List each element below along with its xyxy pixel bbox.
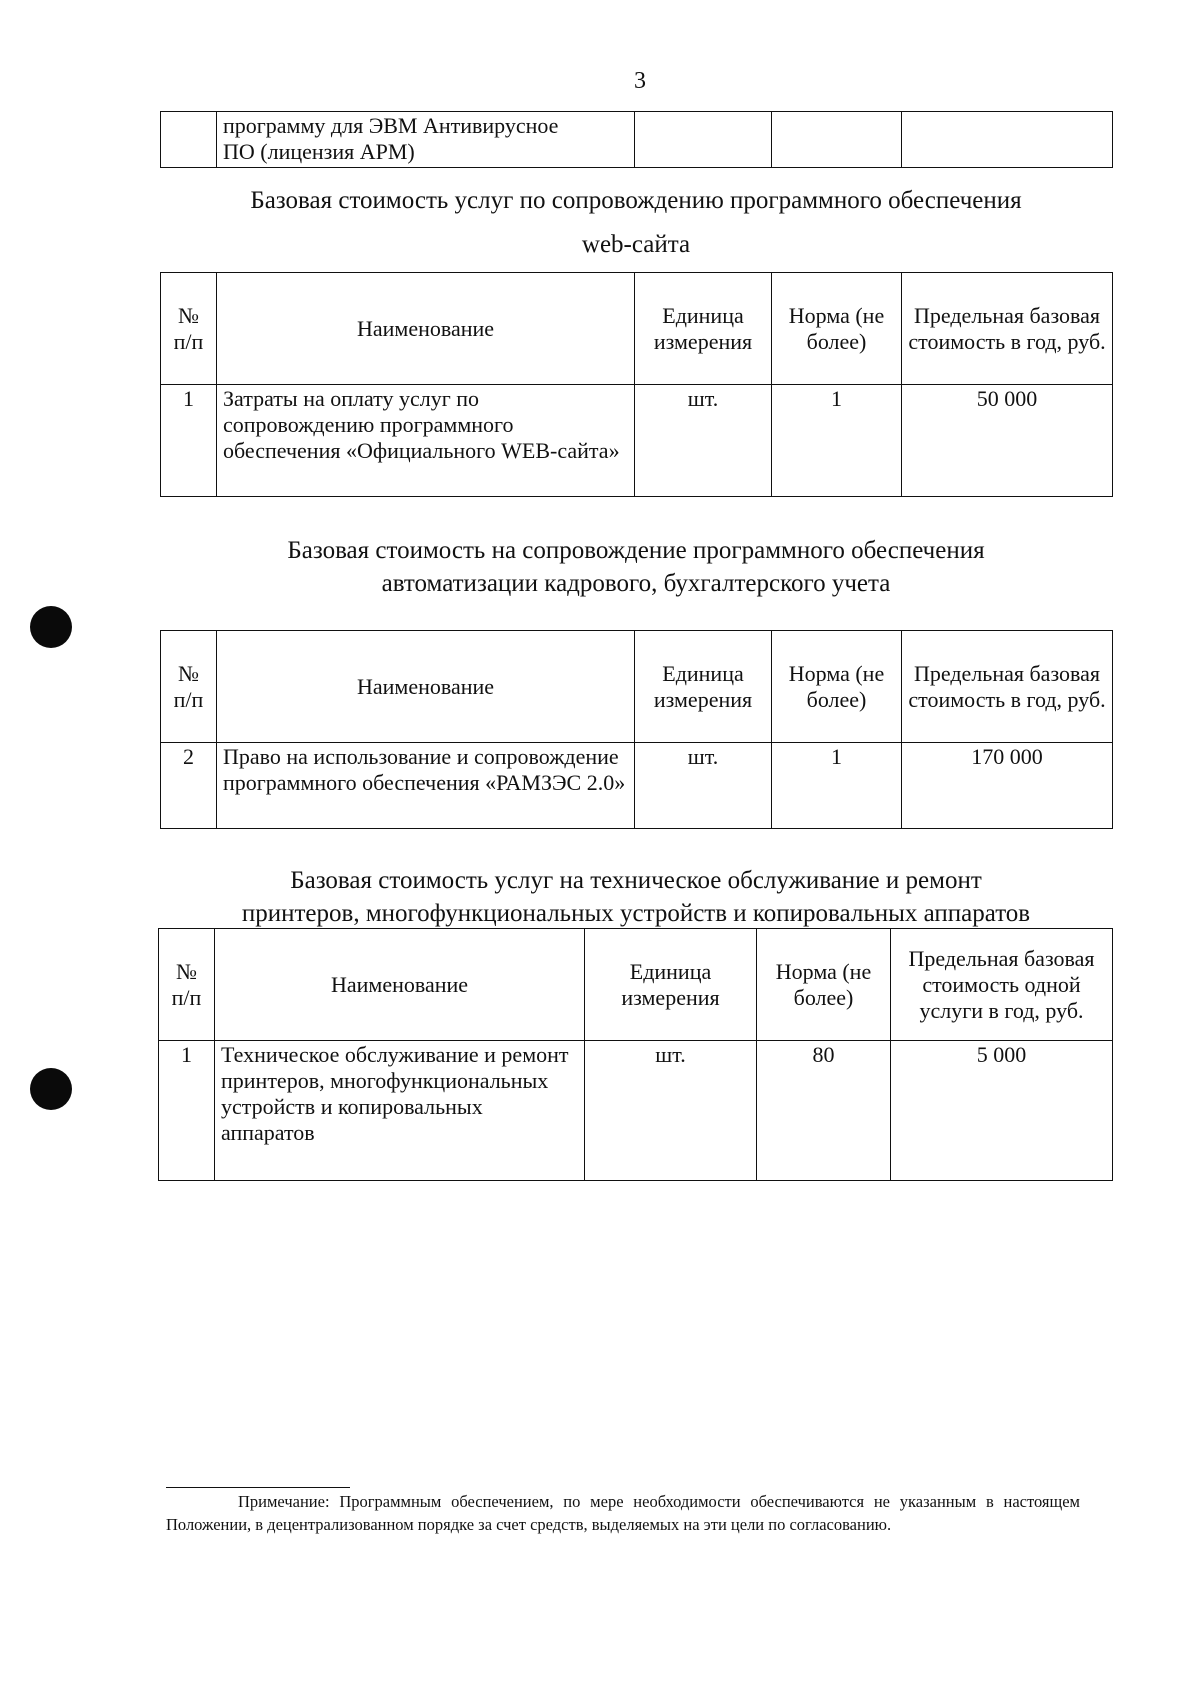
punch-hole — [30, 1068, 72, 1110]
header-unit: Единица измерения — [635, 273, 772, 385]
header-unit: Единица измерения — [635, 631, 772, 743]
cell-norm: 1 — [772, 385, 902, 497]
header-name: Наименование — [217, 631, 635, 743]
section-title-line: Базовая стоимость услуг по сопровождению программного обеспечения — [250, 187, 1022, 214]
table-row — [161, 112, 1113, 168]
cell-cost — [902, 112, 1113, 168]
header-row — [161, 631, 1113, 743]
cell-norm: 80 — [757, 1041, 891, 1181]
header-norm: Норма (не более) — [772, 273, 902, 385]
continuation-table — [160, 111, 1113, 168]
web-site-support-table — [160, 272, 1113, 497]
header-row — [161, 273, 1113, 385]
cell-num — [161, 112, 217, 168]
cell-num: 1 — [161, 385, 217, 497]
cell-name: Право на использование и сопровождение программного обеспечения «РАМЗЭС 2.0» — [217, 743, 635, 829]
section-title-line: принтеров, многофункциональных устройств и копировальных аппаратов — [241, 900, 1031, 927]
cell-num: 2 — [161, 743, 217, 829]
name-line: ПО (лицензия АРМ) — [223, 139, 415, 164]
section-title-line: web-сайта — [581, 231, 691, 258]
section-title — [0, 864, 1200, 930]
cell-name: Затраты на оплату услуг по сопровождению программного обеспечения «Официального WEB-сайта» — [217, 385, 635, 497]
header-norm: Норма (не более) — [757, 929, 891, 1041]
header-num: № п/п — [161, 273, 217, 385]
header-num: № п/п — [161, 631, 217, 743]
section-title-line: автоматизации кадрового, бухгалтерского учета — [381, 570, 891, 597]
header-unit: Единица измерения — [585, 929, 757, 1041]
cell-norm — [772, 112, 902, 168]
section-title — [0, 534, 1200, 600]
cell-unit: шт. — [635, 743, 772, 829]
header-name: Наименование — [215, 929, 585, 1041]
footnote-rule — [166, 1487, 350, 1488]
header-cost: Предельная базовая стоимость в год, руб. — [902, 273, 1113, 385]
name-line: программу для ЭВМ Антивирусное — [223, 113, 559, 138]
cell-unit — [635, 112, 772, 168]
header-cost: Предельная базовая стоимость в год, руб. — [902, 631, 1113, 743]
footnote: Примечание: Программным обеспечением, по мере необходимости обеспечиваются не указанным в настоящем Положении, в децентрализованном порядке за счет средств, выделяемых на эти цели по согласованию. — [166, 1492, 1080, 1534]
cell-norm: 1 — [772, 743, 902, 829]
printer-maintenance-table — [158, 928, 1113, 1181]
cell-name: Техническое обслуживание и ремонт принтеров, многофункциональных устройств и копировальных аппаратов — [215, 1041, 585, 1181]
table-row — [161, 385, 1113, 497]
cell-unit: шт. — [635, 385, 772, 497]
section-title — [0, 184, 1200, 261]
header-norm: Норма (не более) — [772, 631, 902, 743]
header-row — [159, 929, 1113, 1041]
cell-cost: 5 000 — [891, 1041, 1113, 1181]
table-row — [159, 1041, 1113, 1181]
cell-cost: 50 000 — [902, 385, 1113, 497]
punch-hole — [30, 606, 72, 648]
cell-num: 1 — [159, 1041, 215, 1181]
table-row — [161, 743, 1113, 829]
cell-unit: шт. — [585, 1041, 757, 1181]
header-num: № п/п — [159, 929, 215, 1041]
hr-accounting-software-table — [160, 630, 1113, 829]
header-cost: Предельная базовая стоимость одной услуги в год, руб. — [891, 929, 1113, 1041]
cell-name — [217, 112, 635, 168]
cell-cost: 170 000 — [902, 743, 1113, 829]
section-title-line: Базовая стоимость на сопровождение программного обеспечения — [287, 537, 985, 564]
section-title-line: Базовая стоимость услуг на техническое обслуживание и ремонт — [290, 867, 982, 894]
header-name: Наименование — [217, 273, 635, 385]
page-number: 3 — [634, 68, 646, 94]
